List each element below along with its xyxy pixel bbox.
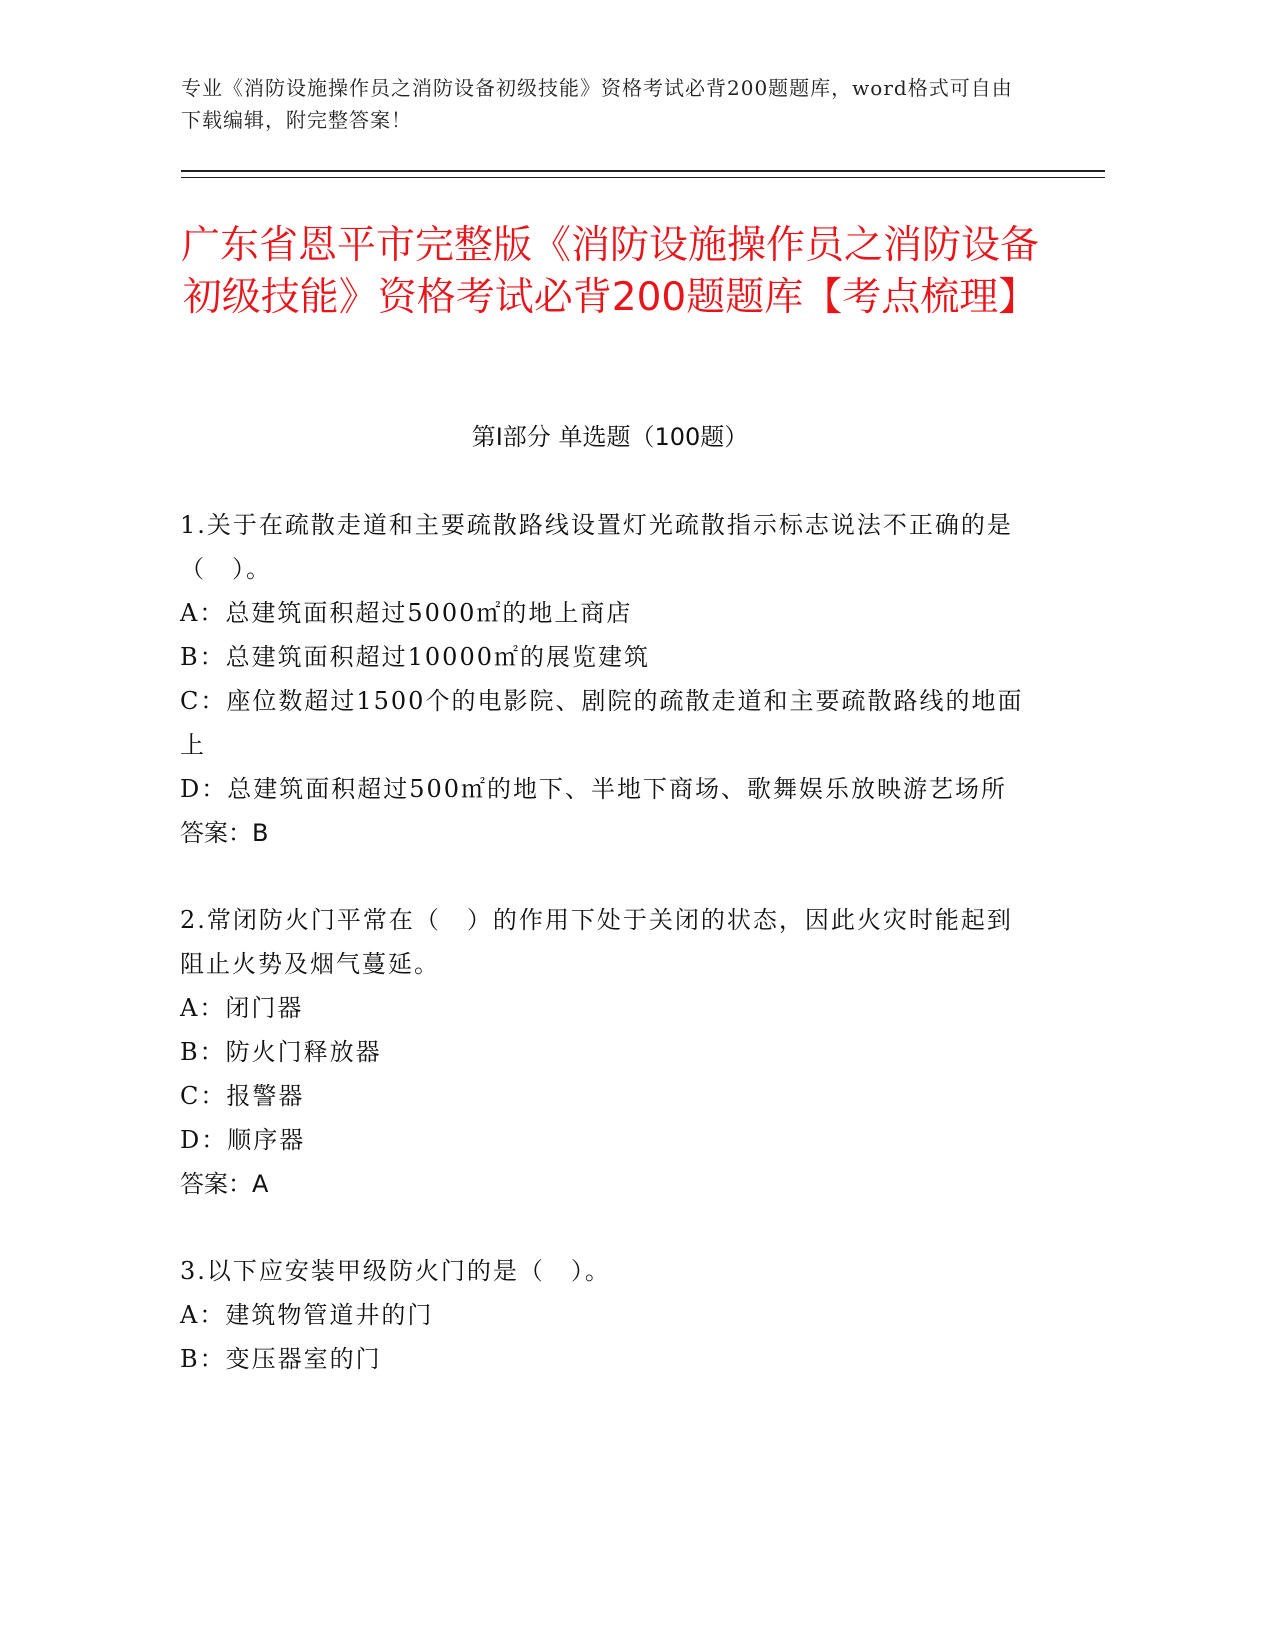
option-b: B：总建筑面积超过10000㎡的展览建筑 — [180, 643, 650, 671]
answer-text: 答案：B — [180, 819, 269, 847]
option-d: D：顺序器 — [180, 1126, 306, 1154]
question-stem: 2.常闭防火门平常在（ ）的作用下处于关闭的状态，因此火灾时能起到阻止火势及烟气蔓延。 — [180, 906, 1013, 978]
header-rule-thin — [181, 177, 1105, 178]
option-a: A：闭门器 — [180, 994, 304, 1022]
option-d: D：总建筑面积超过500㎡的地下、半地下商场、歌舞娱乐放映游艺场所 — [180, 775, 1008, 803]
section-title: 第I部分 单选题（100题） — [471, 423, 749, 451]
header-rule-thick — [181, 170, 1105, 172]
question-list — [180, 503, 1030, 1424]
question-stem: 1.关于在疏散走道和主要疏散路线设置灯光疏散指示标志说法不正确的是（ ）。 — [180, 511, 1013, 583]
option-a: A：建筑物管道井的门 — [180, 1301, 434, 1329]
question-stem: 3.以下应安装甲级防火门的是（ ）。 — [180, 1257, 611, 1285]
option-a: A：总建筑面积超过5000㎡的地上商店 — [180, 599, 633, 627]
document-title: 广东省恩平市完整版《消防设施操作员之消防设备初级技能》资格考试必背200题题库【考点梳理】 — [180, 223, 1039, 320]
question-2 — [180, 898, 1030, 1206]
question-1 — [180, 503, 1030, 855]
option-b: B：变压器室的门 — [180, 1345, 382, 1373]
answer-text: 答案：A — [180, 1170, 269, 1198]
option-b: B：防火门释放器 — [180, 1038, 382, 1066]
option-c: C：报警器 — [180, 1082, 305, 1110]
option-c: C：座位数超过1500个的电影院、剧院的疏散走道和主要疏散路线的地面上 — [180, 687, 1024, 759]
header-note: 专业《消防设施操作员之消防设备初级技能》资格考试必背200题题库，word格式可自由下载编辑，附完整答案！ — [181, 76, 1013, 132]
question-3 — [180, 1249, 1030, 1381]
